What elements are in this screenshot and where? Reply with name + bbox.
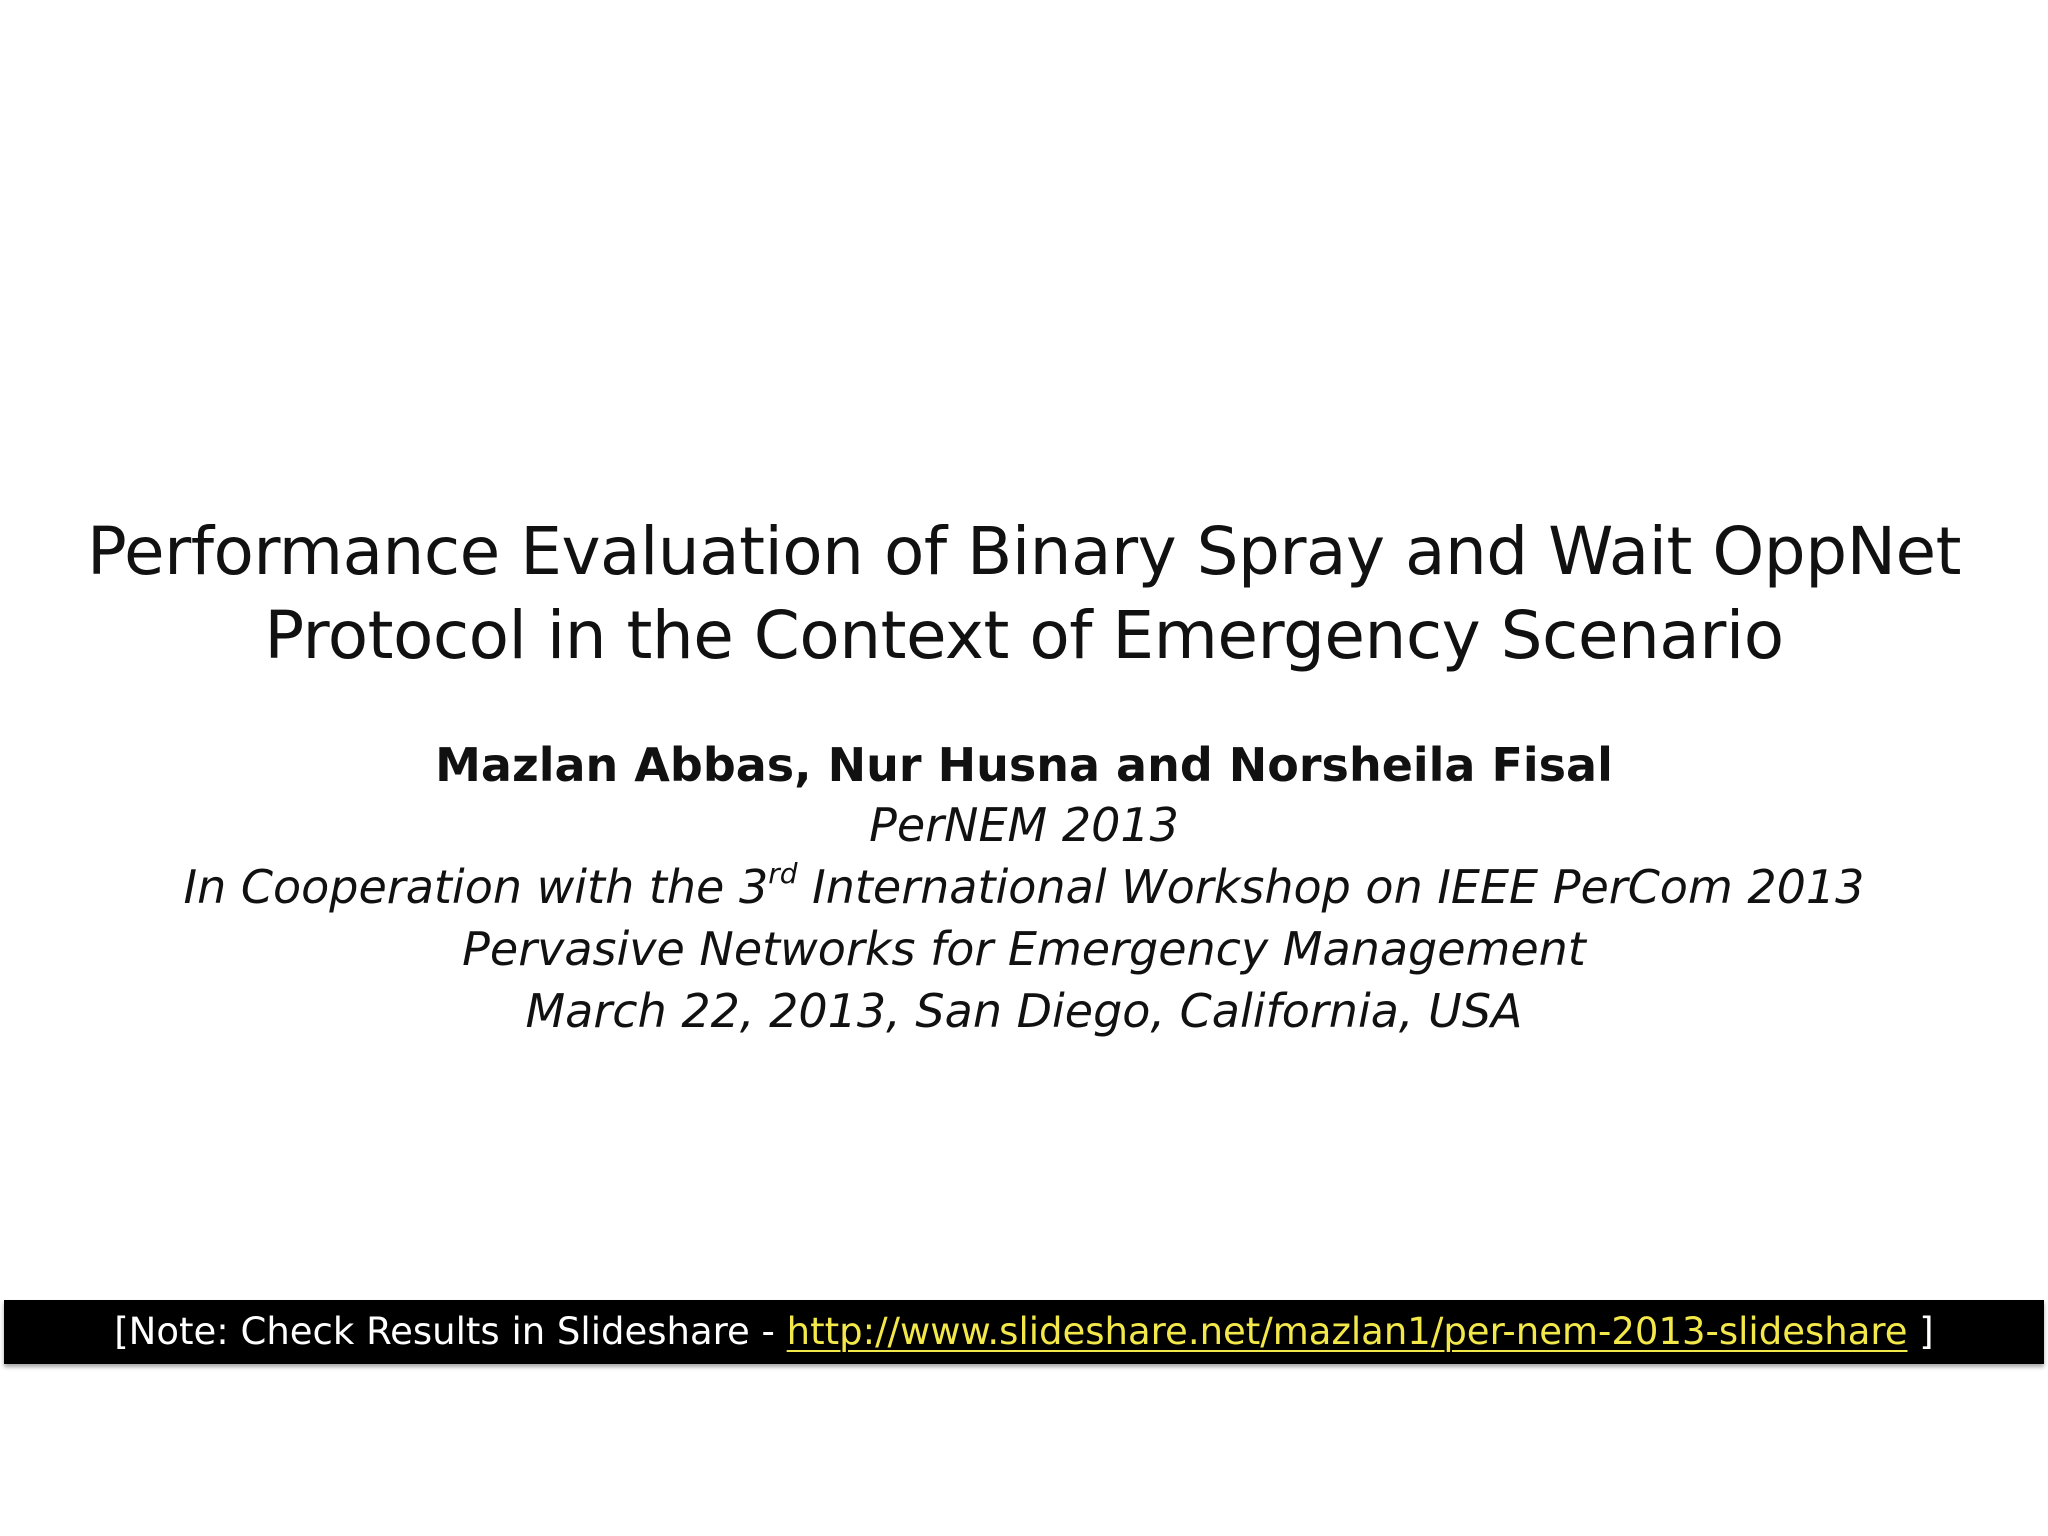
event-info xyxy=(0,794,2048,1042)
ordinal-suffix: rd xyxy=(768,857,798,890)
cooperation-suffix: International Workshop on IEEE PerCom 2013 xyxy=(797,860,1865,914)
note-prefix: [Note: Check Results in Slideshare - xyxy=(114,1310,787,1353)
note-bar xyxy=(4,1300,2044,1364)
cooperation-prefix: In Cooperation with the 3 xyxy=(183,860,769,914)
authors: Mazlan Abbas, Nur Husna and Norsheila Fisal xyxy=(435,738,1613,792)
date-location: March 22, 2013, San Diego, California, USA xyxy=(525,984,1523,1038)
slideshare-link[interactable]: http://www.slideshare.net/mazlan1/per-nem-2013-slideshare xyxy=(786,1310,1908,1353)
slide-title-line-2: Protocol in the Context of Emergency Scenario xyxy=(264,597,1784,674)
cooperation-line xyxy=(0,856,2048,918)
note-suffix: ] xyxy=(1907,1310,1934,1353)
slide-title-line-1: Performance Evaluation of Binary Spray and Wait OppNet xyxy=(87,513,1961,590)
slide-title xyxy=(0,510,2048,678)
workshop-name: PerNEM 2013 xyxy=(869,798,1179,852)
workshop-full-name: Pervasive Networks for Emergency Management xyxy=(462,922,1586,976)
